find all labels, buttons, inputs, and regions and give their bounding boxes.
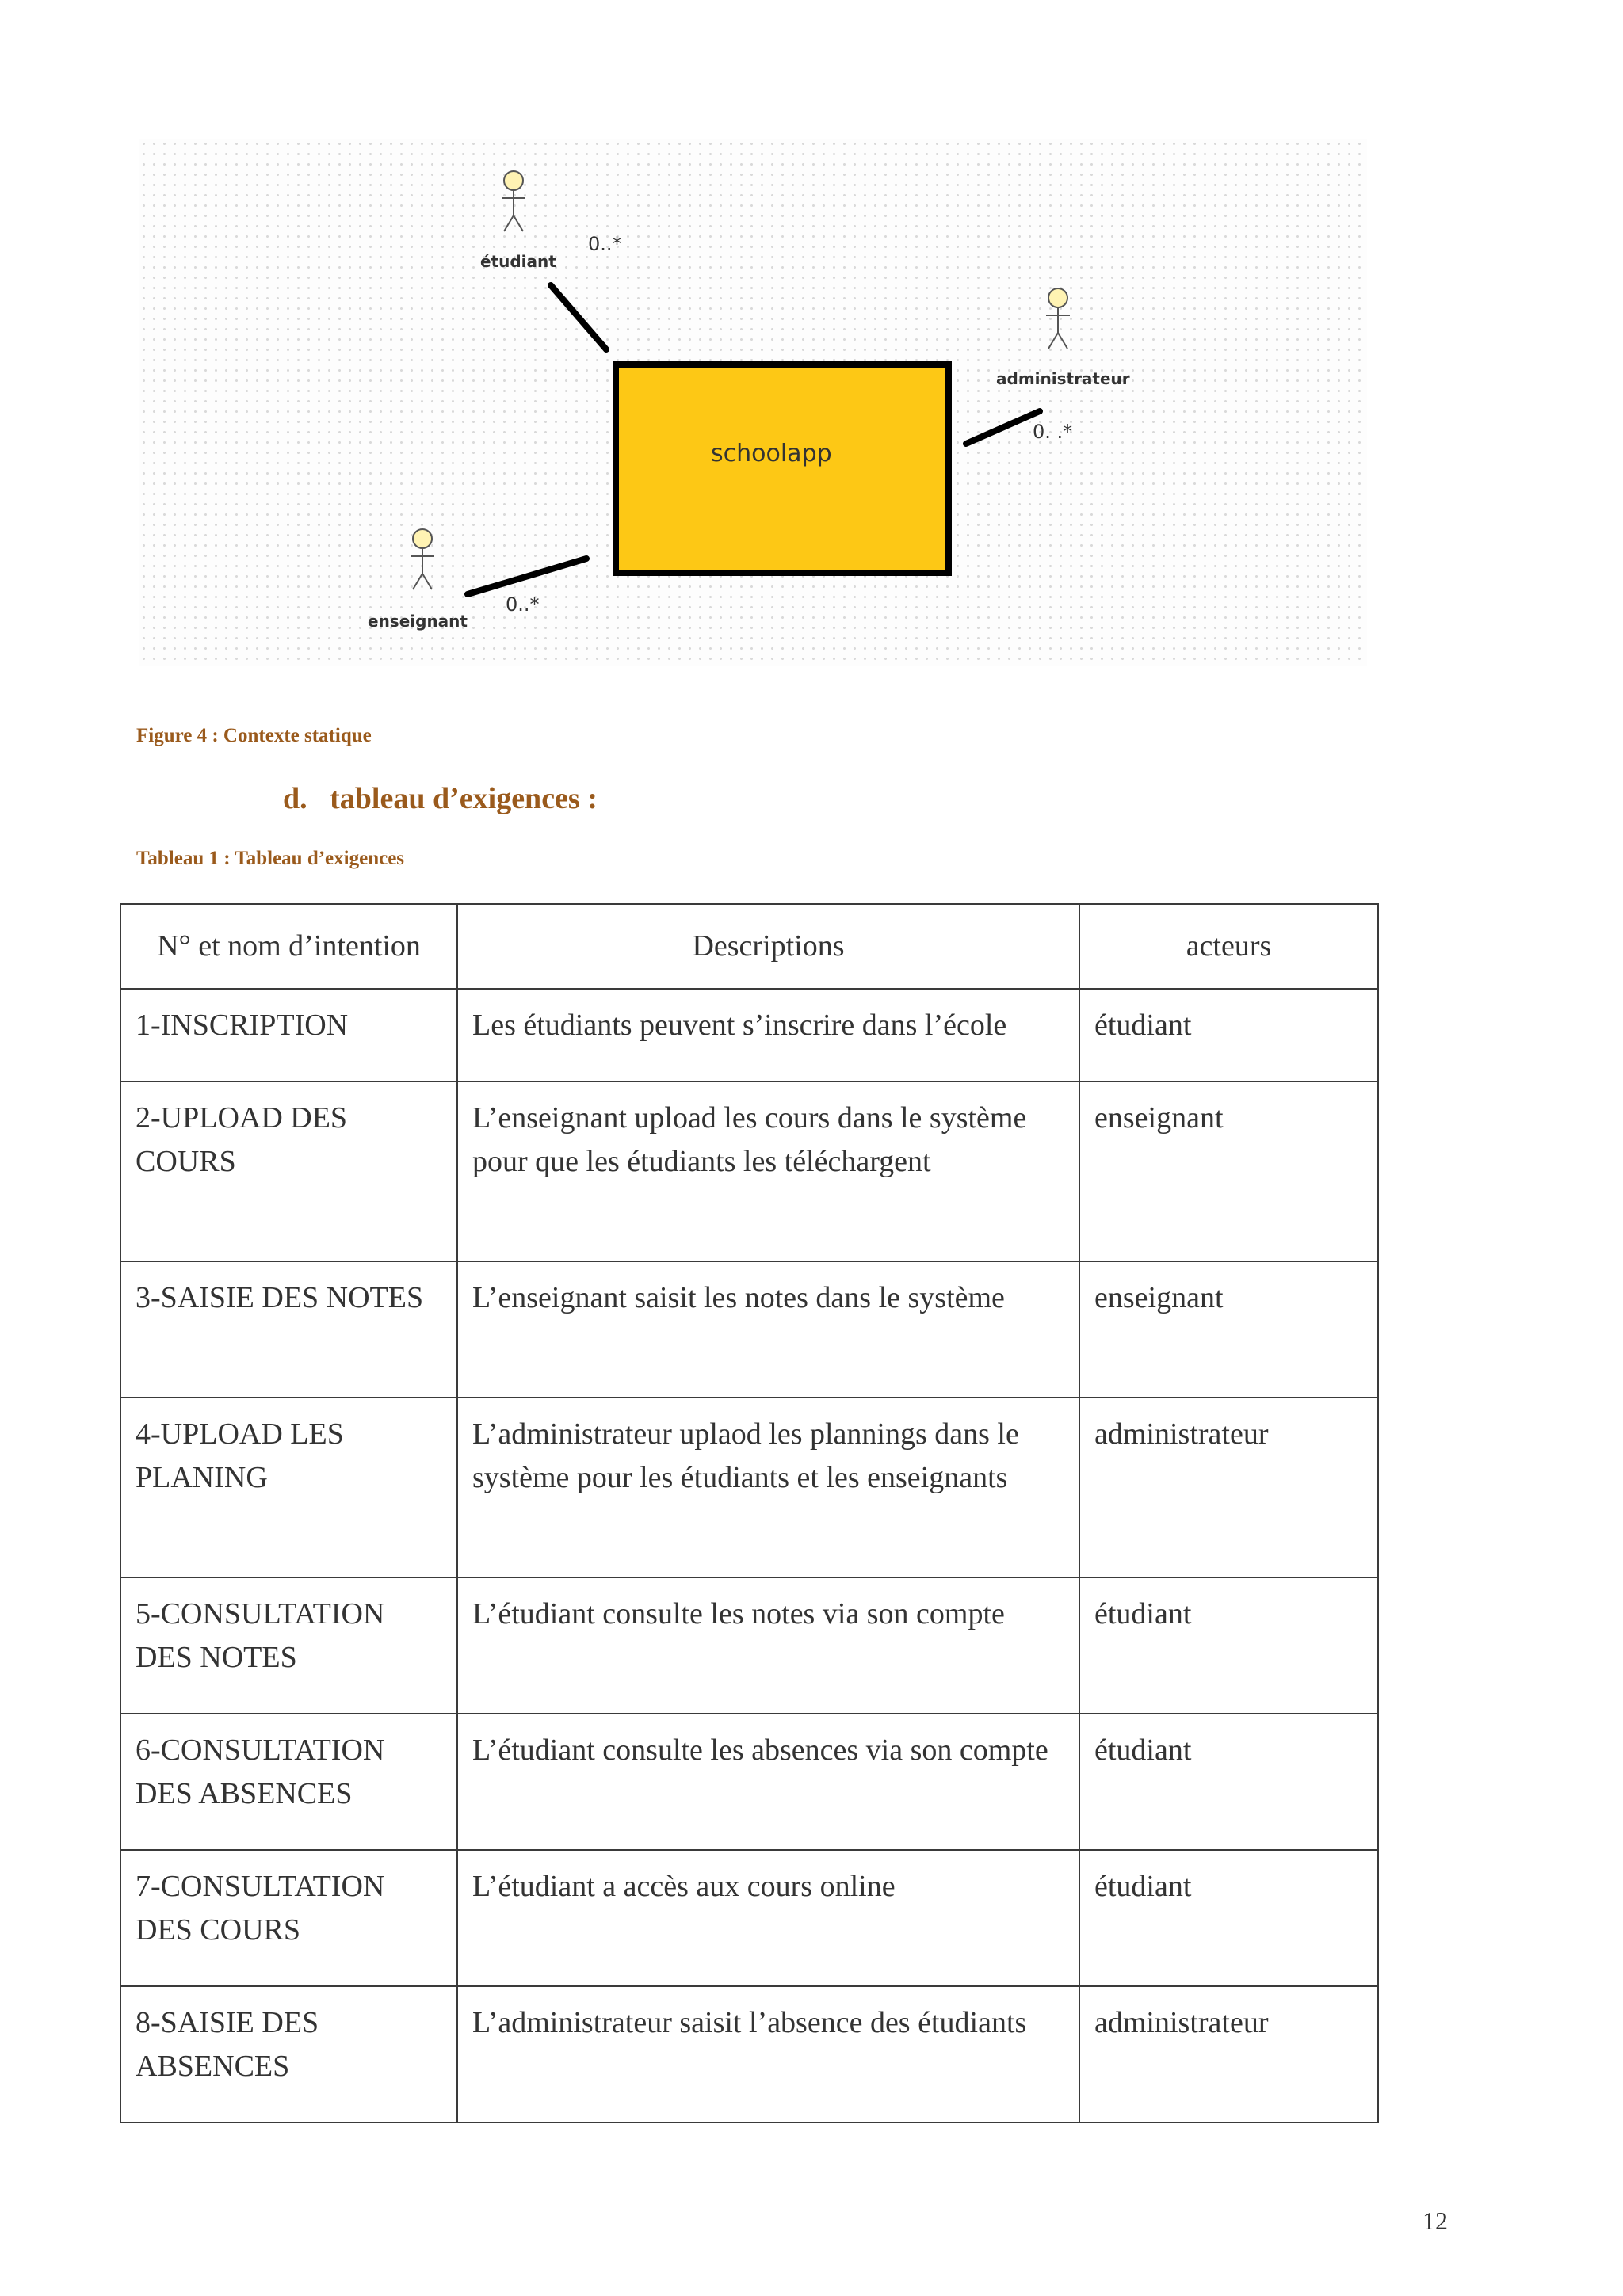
cell-intention: 1-INSCRIPTION (120, 989, 457, 1081)
cell-intention: 7-CONSULTATION DES COURS (120, 1850, 457, 1986)
cell-acteur: étudiant (1079, 1577, 1378, 1714)
cell-description: L’étudiant a accès aux cours online (457, 1850, 1079, 1986)
system-box (616, 364, 949, 573)
cell-description: L’enseignant saisit les notes dans le système (457, 1261, 1079, 1398)
multiplicity-administrateur: 0. .* (1033, 421, 1073, 443)
association-enseignant (468, 559, 586, 594)
association-etudiant (551, 285, 606, 349)
diagram-canvas (139, 139, 1367, 666)
cell-acteur: enseignant (1079, 1261, 1378, 1398)
actor-label-enseignant: enseignant (368, 612, 468, 631)
figure-caption: Figure 4 : Contexte statique (136, 725, 372, 746)
multiplicity-enseignant: 0..* (506, 593, 540, 616)
table-row (120, 1850, 1378, 1986)
table-row (120, 1081, 1378, 1261)
cell-description: L’étudiant consulte les notes via son compte (457, 1577, 1079, 1714)
cell-intention: 8-SAISIE DES ABSENCES (120, 1986, 457, 2122)
cell-acteur: étudiant (1079, 989, 1378, 1081)
page-number: 12 (1423, 2206, 1448, 2235)
actor-etudiant-icon (502, 171, 525, 231)
actor-label-administrateur: administrateur (996, 369, 1130, 388)
cell-description: L’étudiant consulte les absences via son compte (457, 1714, 1079, 1850)
table-caption: Tableau 1 : Tableau d’exigences (136, 848, 405, 869)
cell-description: L’administrateur uplaod les plannings dans le système pour les étudiants et les enseignants (457, 1398, 1079, 1577)
table-row (120, 1261, 1378, 1398)
actor-administrateur-icon (1046, 288, 1070, 349)
cell-acteur: étudiant (1079, 1714, 1378, 1850)
header-intention: N° et nom d’intention (120, 904, 457, 989)
requirements-table (120, 903, 1379, 2123)
header-acteurs: acteurs (1079, 904, 1378, 989)
multiplicity-etudiant: 0..* (588, 233, 622, 255)
cell-description: Les étudiants peuvent s’inscrire dans l’école (457, 989, 1079, 1081)
static-context-diagram (139, 139, 1367, 666)
cell-acteur: administrateur (1079, 1986, 1378, 2122)
section-heading: d. tableau d’exigences : (283, 782, 598, 815)
table-row (120, 989, 1378, 1081)
cell-acteur: administrateur (1079, 1398, 1378, 1577)
cell-intention: 6-CONSULTATION DES ABSENCES (120, 1714, 457, 1850)
cell-intention: 2-UPLOAD DES COURS (120, 1081, 457, 1261)
table-row (120, 1986, 1378, 2122)
cell-intention: 3-SAISIE DES NOTES (120, 1261, 457, 1398)
system-label: schoolapp (711, 440, 832, 467)
association-administrateur (966, 411, 1040, 444)
actor-enseignant-icon (411, 529, 434, 589)
table-row (120, 1577, 1378, 1714)
table-header-row (120, 904, 1378, 989)
cell-acteur: étudiant (1079, 1850, 1378, 1986)
cell-intention: 4-UPLOAD LES PLANING (120, 1398, 457, 1577)
cell-description: L’administrateur saisit l’absence des étudiants (457, 1986, 1079, 2122)
cell-acteur: enseignant (1079, 1081, 1378, 1261)
actor-label-etudiant: étudiant (480, 252, 556, 271)
table-row (120, 1398, 1378, 1577)
table-row (120, 1714, 1378, 1850)
cell-description: L’enseignant upload les cours dans le système pour que les étudiants les téléchargent (457, 1081, 1079, 1261)
cell-intention: 5-CONSULTATION DES NOTES (120, 1577, 457, 1714)
header-descriptions: Descriptions (457, 904, 1079, 989)
